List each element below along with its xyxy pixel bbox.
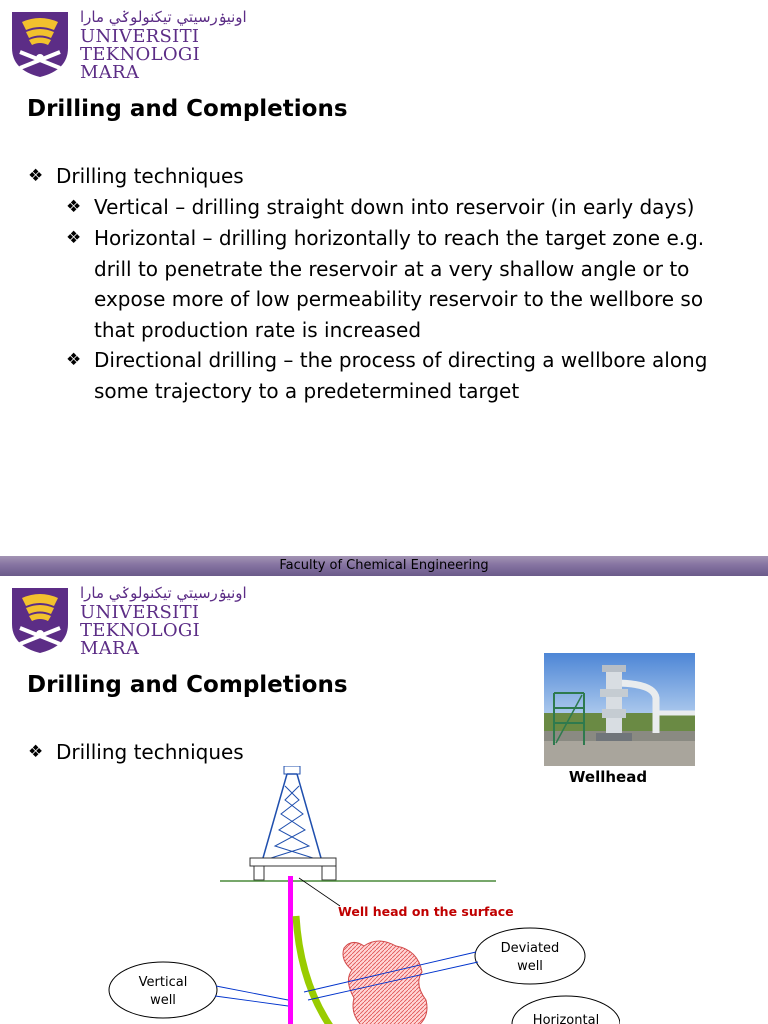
- derrick-icon: [250, 766, 336, 880]
- vertical-well-bubble: [109, 962, 217, 1018]
- vertical-well-bore: [288, 876, 293, 1024]
- uitm-crest-icon: [10, 584, 70, 654]
- footer-bar: Faculty of Chemical Engineering: [0, 556, 768, 576]
- logo-line-2: TEKNOLOGI: [80, 44, 200, 65]
- logo-arabic-text: اونيۏرسيتي تيکنولوݢي مارا: [80, 8, 247, 26]
- wellhead-photo: [544, 653, 695, 766]
- diamond-bullet-icon: ❖: [28, 166, 44, 186]
- deviated-well-bubble: [475, 928, 585, 984]
- slide-2: اونيۏرسيتي تيکنولوݢي مارا UNIVERSITI TEKNOLOGI MARA Drilling and Completions ❖ Drilling techniques Wellhead Well head on the surface Deviated well Vertical well Horizontal: [0, 576, 768, 1024]
- well-types-diagram: [100, 766, 620, 1024]
- uitm-logo: [10, 584, 247, 659]
- vertical-label-line-1: Vertical: [138, 975, 188, 990]
- uitm-crest-icon: [10, 8, 70, 78]
- slide-title: Drilling and Completions: [27, 96, 348, 122]
- deviated-label-line-1: Deviated: [500, 941, 560, 956]
- deviated-label-line-2: well: [517, 959, 543, 974]
- diamond-bullet-icon: ❖: [28, 742, 44, 762]
- slide-title: Drilling and Completions: [27, 672, 348, 698]
- logo-line-2: TEKNOLOGI: [80, 620, 200, 641]
- diamond-bullet-icon: ❖: [66, 197, 82, 217]
- wellhead-caption: Wellhead: [568, 768, 648, 786]
- deviated-well-bore: [296, 916, 330, 1024]
- logo-arabic-text: اونيۏرسيتي تيکنولوݢي مارا: [80, 584, 247, 602]
- diamond-bullet-icon: ❖: [66, 228, 82, 248]
- logo-line-3: MARA: [80, 638, 140, 659]
- wellhead-label: Well head on the surface: [338, 904, 514, 919]
- logo-line-1: UNIVERSITI: [80, 602, 200, 623]
- uitm-logo: [10, 8, 247, 83]
- horizontal-label: Horizontal: [532, 1013, 600, 1024]
- slide-1: اونيۏرسيتي تيکنولوݢي مارا UNIVERSITI TEKNOLOGI MARA Drilling and Completions ❖ Drilling techniques ❖ Vertical – drilling straight down into reservoir (in early days) ❖ Horizontal – drilling horizontally to reach the target zone e.g. drill to penetrate the reservoir at a very shallow angle or to expose more of low permeability reservoir to the wellbore so that production rate is increased ❖ Directional drilling – the process of directing a wellbore along some trajectory to a predetermined target: [0, 0, 768, 556]
- vertical-label-line-2: well: [150, 993, 176, 1008]
- logo-line-1: UNIVERSITI: [80, 26, 200, 47]
- diamond-bullet-icon: ❖: [66, 350, 82, 370]
- logo-line-3: MARA: [80, 62, 140, 83]
